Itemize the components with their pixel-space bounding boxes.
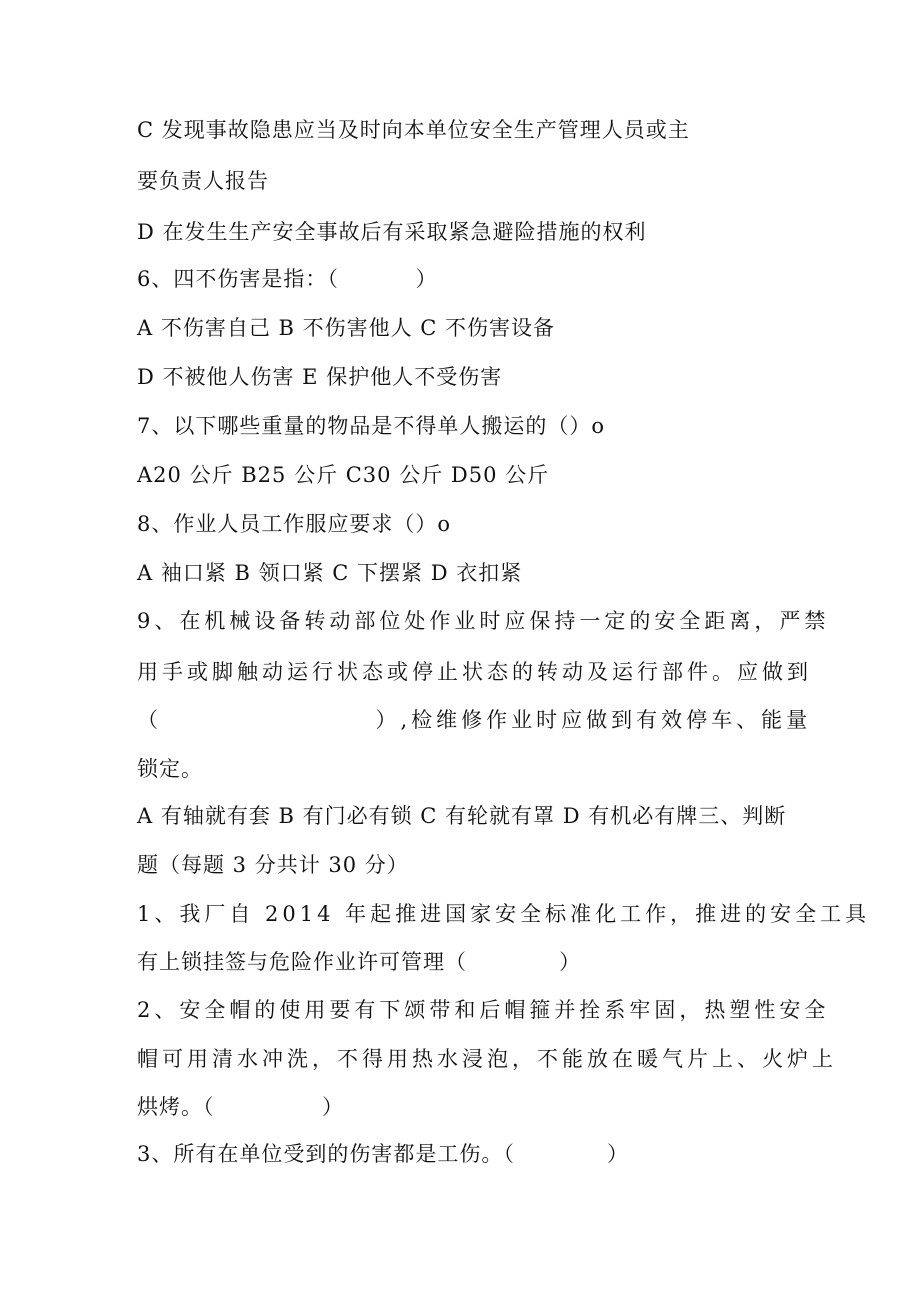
question-9-options-and-section-heading: A 有轴就有套 B 有门必有锁 C 有轮就有罩 D 有机必有牌三、判断 bbox=[137, 804, 787, 828]
judgement-2: 2、安全帽的使用要有下颂带和后帽箍并拴系牢固，热塑性安全 bbox=[137, 998, 830, 1022]
question-6: 6、四不伤害是指：（ ） bbox=[137, 267, 438, 291]
judgement-2-cont-1: 帽可用清水冲洗，不得用热水浸泡，不能放在暖气片上、火炉上 bbox=[137, 1047, 837, 1071]
question-7-options: A20 公斤 B25 公斤 C30 公斤 D50 公斤 bbox=[137, 463, 550, 487]
question-6-options-abc: A 不伤害自己 B 不伤害他人 C 不伤害设备 bbox=[137, 316, 556, 340]
section-heading-cont: 题（每题 3 分共计 30 分） bbox=[137, 853, 409, 877]
question-9-cont-1: 用手或脚触动运行状态或停止状态的转动及运行部件。应做到 bbox=[137, 660, 812, 684]
judgement-1: 1、我厂自 2014 年起推进国家安全标准化工作，推进的安全工具 bbox=[137, 902, 871, 926]
question-8-options: A 袖口紧 B 领口紧 C 下摆紧 D 衣扣紧 bbox=[137, 561, 523, 585]
question-9-cont-3: 锁定。 bbox=[137, 757, 203, 781]
question-7: 7、以下哪些重量的物品是不得单人搬运的（）o bbox=[137, 414, 606, 438]
question-6-options-de: D 不被他人伤害 E 保护他人不受伤害 bbox=[137, 365, 503, 389]
question-9-cont-2: （ ）,检维修作业时应做到有效停车、能量 bbox=[137, 708, 812, 732]
option-d-text: D 在发生生产安全事故后有采取紧急避险措施的权利 bbox=[137, 220, 647, 244]
question-9: 9、在机械设备转动部位处作业时应保持一定的安全距离，严禁 bbox=[137, 609, 830, 633]
judgement-3: 3、所有在单位受到的伤害都是工伤。（ ） bbox=[137, 1142, 629, 1166]
judgement-1-cont: 有上锁挂签与危险作业许可管理（ ） bbox=[137, 950, 582, 974]
question-8: 8、作业人员工作服应要求（）o bbox=[137, 512, 452, 536]
option-c-text-cont: 要负责人报告 bbox=[137, 169, 269, 193]
judgement-2-cont-2: 烘烤。（ ） bbox=[137, 1095, 344, 1119]
option-c-text: C 发现事故隐患应当及时向本单位安全生产管理人员或主 bbox=[137, 118, 690, 142]
